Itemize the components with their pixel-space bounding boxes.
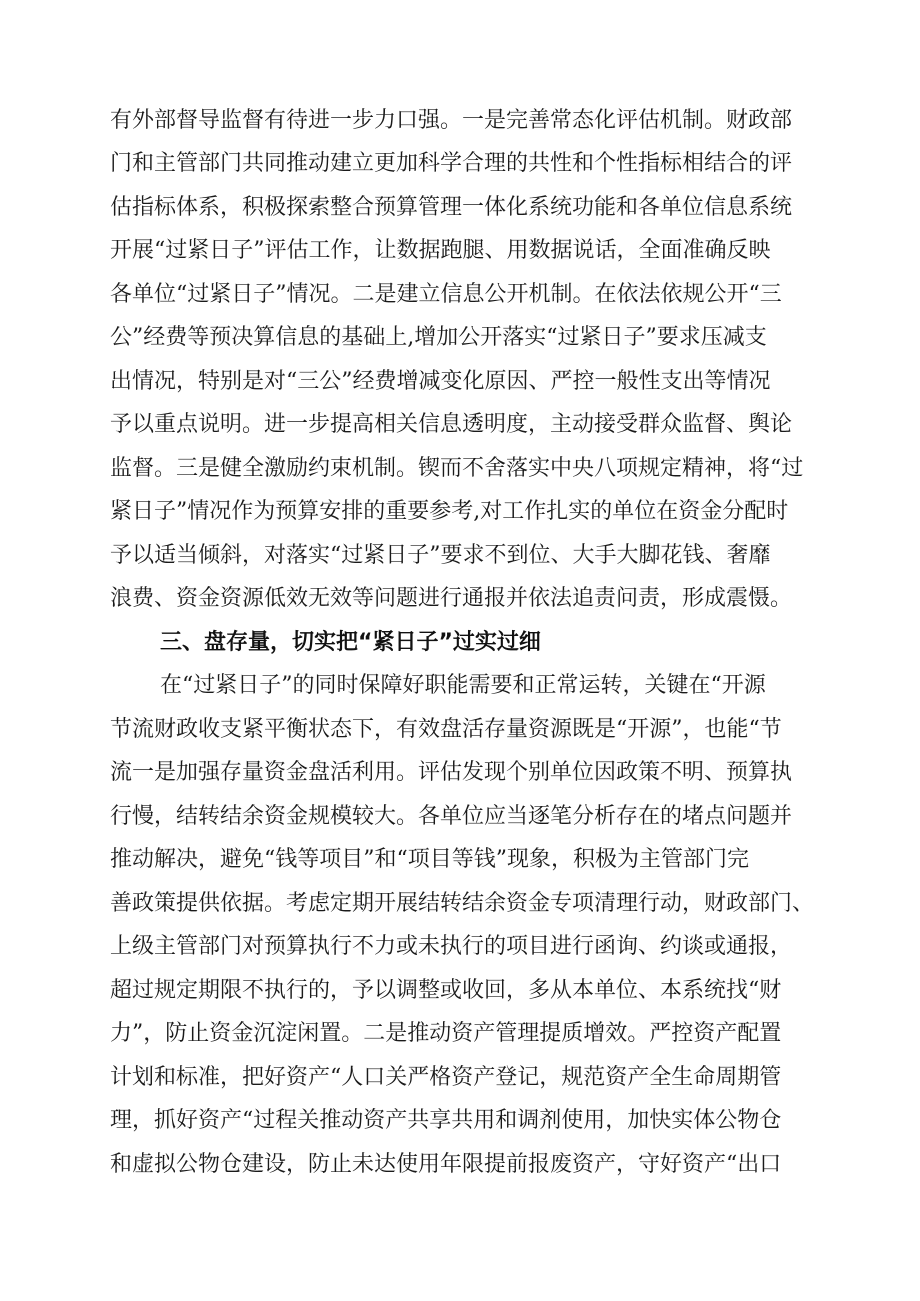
paragraph-line: 予以重点说明。进一步提高相关信息透明度，主动接受群众监督、舆论 (110, 412, 793, 437)
paragraph-line: 门和主管部门共同推动建立更加科学合理的共性和个性指标相结合的评 (110, 151, 793, 176)
paragraph-line: 估指标体系，积极探索整合预算管理一体化系统功能和各单位信息系统 (110, 195, 793, 220)
paragraph-line: 流一是加强存量资金盘活利用。评估发现个别单位因政策不明、预算执 (110, 760, 793, 785)
paragraph-line: 出情况，特别是对“三公”经费增减变化原因、严控一般性支出等情况 (110, 369, 771, 394)
paragraph-line: 予以适当倾斜，对落实“过紧日子”要求不到位、大手大脚花钱、奢靡 (110, 543, 771, 568)
paragraph-line: 计划和标准，把好资产“人口关严格资产登记，规范资产全生命周期管 (110, 1065, 782, 1090)
paragraph-line: 力”，防止资金沉淀闲置。二是推动资产管理提质增效。严控资产配置 (110, 1021, 782, 1046)
paragraph-line: 有外部督导监督有待进一步力口强。一是完善常态化评估机制。财政部 (110, 108, 793, 133)
paragraph-line: 善政策提供依据。考虑定期开展结转结余资金专项清理行动，财政部门、 (110, 891, 815, 916)
paragraph-line: 推动解决，避免“钱等项目”和“项目等钱”现象，积极为主管部门完 (110, 847, 749, 872)
paragraph-line: 浪费、资金资源低效无效等问题进行通报并依法追责问责，形成震慑。 (110, 586, 793, 611)
paragraph-line: 各单位“过紧日子”情况。二是建立信息公开机制。在依法依规公开“三 (110, 282, 782, 307)
paragraph-line: 行慢，结转结余资金规模较大。各单位应当逐笔分析存在的堵点问题并 (110, 804, 793, 829)
paragraph-line: 在“过紧日子”的同时保障好职能需要和正常运转，关键在“开源 (160, 673, 766, 698)
paragraph-line: 上级主管部门对预算执行不力或未执行的项目进行函询、约谈或通报， (110, 934, 793, 959)
paragraph-line: 紧日子”情况作为预算安排的重要参考,对工作扎实的单位在资金分配时 (110, 499, 789, 524)
paragraph-line: 节流财政收支紧平衡状态下，有效盘活存量资源既是“开源”，也能“节 (110, 717, 782, 742)
paragraph-line: 开展“过紧日子”评估工作，让数据跑腿、用数据说话，全面准确反映 (110, 238, 771, 263)
paragraph-line: 理，抓好资产“过程关推动资产共享共用和调剂使用，加快实体公物仓 (110, 1108, 782, 1133)
paragraph-line: 监督。三是健全激励约束机制。锲而不舍落实中央八项规定精神，将“过 (110, 456, 804, 481)
section-heading: 三、盘存量，切实把“紧日子”过实过细 (160, 630, 541, 655)
paragraph-line: 超过规定期限不执行的，予以调整或收回，多从本单位、本系统找“财 (110, 978, 782, 1003)
paragraph-line: 公”经费等预决算信息的基础上,增加公开落实“过紧日子”要求压减支 (110, 325, 767, 350)
paragraph-line: 和虚拟公物仓建设，防止未达使用年限提前报废资产，守好资产“出口 (110, 1152, 782, 1177)
